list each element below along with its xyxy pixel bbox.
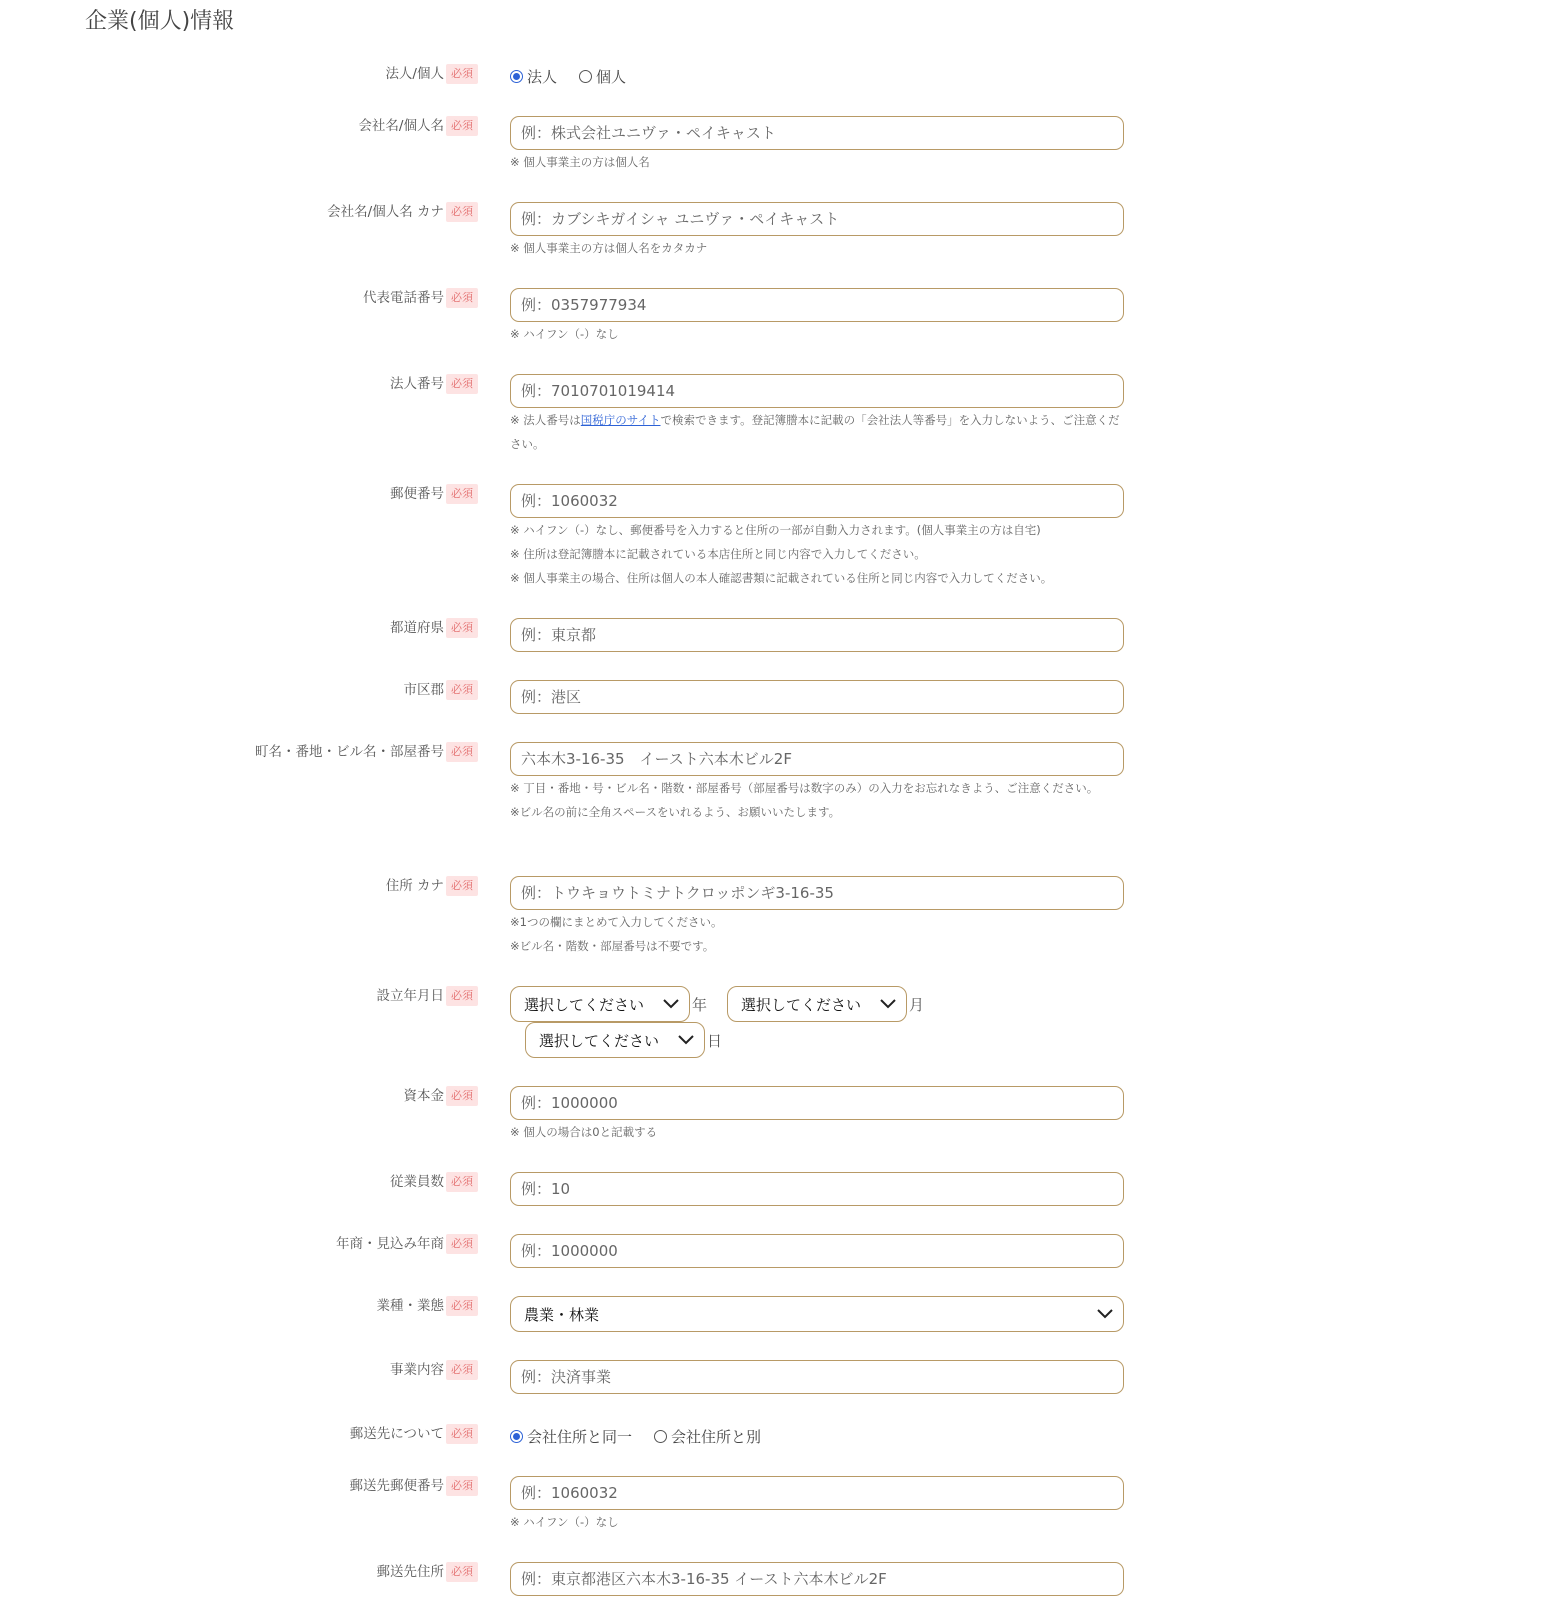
field-label: 郵送先について: [349, 1426, 444, 1442]
field-label: 法人番号: [390, 376, 444, 392]
help-note: [510, 408, 1124, 456]
prefecture-input[interactable]: [510, 618, 1124, 652]
radio-label: 法人: [527, 67, 558, 86]
field-label: 会社名/個人名: [358, 118, 444, 134]
entity-type-radio-group: [510, 64, 1124, 88]
radio-option-same-address[interactable]: [510, 1426, 632, 1447]
field-label: 代表電話番号: [363, 290, 444, 306]
mail-address-input[interactable]: [510, 1562, 1124, 1596]
radio-unchecked-icon[interactable]: [579, 70, 592, 83]
radio-checked-icon[interactable]: [510, 70, 523, 83]
field-label: 年商・見込み年商: [336, 1236, 444, 1252]
required-badge: 必須: [446, 1562, 478, 1582]
city-input[interactable]: [510, 680, 1124, 714]
field-label: 設立年月日: [376, 988, 444, 1004]
field-label: 郵送先郵便番号: [349, 1478, 444, 1494]
required-badge: 必須: [446, 680, 478, 700]
select-value: 選択してください: [539, 1031, 660, 1050]
select-value: 農業・林業: [524, 1305, 600, 1324]
business-input[interactable]: [510, 1360, 1124, 1394]
help-note: ※ 個人事業主の方は個人名: [510, 155, 650, 169]
note-text: で検索できます。登記簿謄本に記載の「会社法人等番号」を入力しないよう、ご注意ください。: [510, 413, 1120, 451]
founded-year-select[interactable]: [510, 986, 690, 1022]
radio-option-individual[interactable]: [579, 66, 626, 87]
field-label: 資本金: [403, 1088, 444, 1104]
founded-month-select[interactable]: [727, 986, 907, 1022]
month-unit: 月: [909, 996, 925, 1014]
select-value: 選択してください: [524, 995, 645, 1014]
field-label: 郵送先住所: [376, 1564, 444, 1580]
chevron-down-icon: [1095, 1304, 1115, 1324]
field-label: 町名・番地・ビル名・部屋番号: [255, 744, 444, 760]
field-label: 市区郡: [403, 682, 444, 698]
required-badge: 必須: [446, 1424, 478, 1444]
note-text: ※ 法人番号は: [510, 413, 581, 427]
help-note: ※ 丁目・番地・号・ビル名・階数・部屋番号（部屋番号は数字のみ）の入力をお忘れなきよう、ご注意ください。: [510, 781, 1099, 795]
help-note: ※ビル名・階数・部屋番号は不要です。: [510, 939, 715, 953]
field-label: 従業員数: [390, 1174, 444, 1190]
capital-input[interactable]: [510, 1086, 1124, 1120]
radio-unchecked-icon[interactable]: [654, 1430, 667, 1443]
required-badge: 必須: [446, 1296, 478, 1316]
required-badge: 必須: [446, 1476, 478, 1496]
day-unit: 日: [707, 1032, 723, 1050]
select-value: 選択してください: [741, 995, 862, 1014]
help-note: ※ビル名の前に全角スペースをいれるよう、お願いいたします。: [510, 805, 841, 819]
year-unit: 年: [692, 996, 708, 1014]
street-input[interactable]: [510, 742, 1124, 776]
help-note: ※ 個人の場合は0と記載する: [510, 1125, 658, 1139]
radio-label: 個人: [596, 67, 627, 86]
required-badge: 必須: [446, 64, 478, 84]
nta-site-link[interactable]: 国税庁のサイト: [580, 413, 661, 427]
help-note: ※ 個人事業主の方は個人名をカタカナ: [510, 241, 708, 255]
required-badge: 必須: [446, 986, 478, 1006]
field-label: 都道府県: [390, 620, 444, 636]
chevron-down-icon: [661, 994, 681, 1014]
help-note: ※ ハイフン（-）なし、郵便番号を入力すると住所の一部が自動入力されます。(個人事業主の方は自宅): [510, 523, 1041, 537]
required-badge: 必須: [446, 1172, 478, 1192]
company-kana-input[interactable]: [510, 202, 1124, 236]
employees-input[interactable]: [510, 1172, 1124, 1206]
industry-select[interactable]: [510, 1296, 1124, 1332]
annual-sales-input[interactable]: [510, 1234, 1124, 1268]
radio-checked-icon[interactable]: [510, 1430, 523, 1443]
corp-number-input[interactable]: [510, 374, 1124, 408]
phone-input[interactable]: [510, 288, 1124, 322]
company-name-input[interactable]: [510, 116, 1124, 150]
chevron-down-icon: [676, 1030, 696, 1050]
founded-day-select[interactable]: [525, 1022, 705, 1058]
radio-label: 会社住所と別: [671, 1427, 762, 1446]
field-label: 郵便番号: [390, 486, 444, 502]
field-label: 事業内容: [390, 1362, 444, 1378]
required-badge: 必須: [446, 116, 478, 136]
field-label: 業種・業態: [376, 1298, 444, 1314]
required-badge: 必須: [446, 374, 478, 394]
field-label: 法人/個人: [385, 66, 444, 82]
required-badge: 必須: [446, 1360, 478, 1380]
required-badge: 必須: [446, 876, 478, 896]
section-title: 企業(個人)情報: [85, 9, 235, 34]
radio-label: 会社住所と同一: [527, 1427, 633, 1446]
required-badge: 必須: [446, 618, 478, 638]
radio-option-different-address[interactable]: [654, 1426, 761, 1447]
address-kana-input[interactable]: [510, 876, 1124, 910]
field-label: 住所 カナ: [385, 878, 444, 894]
required-badge: 必須: [446, 742, 478, 762]
mail-postal-input[interactable]: [510, 1476, 1124, 1510]
chevron-down-icon: [878, 994, 898, 1014]
help-note: ※ 住所は登記簿謄本に記載されている本店住所と同じ内容で入力してください。: [510, 547, 926, 561]
required-badge: 必須: [446, 1086, 478, 1106]
help-note: ※ ハイフン（-）なし: [510, 1515, 619, 1529]
help-note: ※ 個人事業主の場合、住所は個人の本人確認書類に記載されている住所と同じ内容で入力してください。: [510, 571, 1053, 585]
field-label: 会社名/個人名 カナ: [327, 204, 444, 220]
required-badge: 必須: [446, 1234, 478, 1254]
required-badge: 必須: [446, 288, 478, 308]
help-note: ※ ハイフン（-）なし: [510, 327, 619, 341]
required-badge: 必須: [446, 484, 478, 504]
mailing-radio-group: [510, 1424, 1124, 1448]
required-badge: 必須: [446, 202, 478, 222]
postal-code-input[interactable]: [510, 484, 1124, 518]
help-note: ※1つの欄にまとめて入力してください。: [510, 915, 723, 929]
radio-option-corporate[interactable]: [510, 66, 557, 87]
